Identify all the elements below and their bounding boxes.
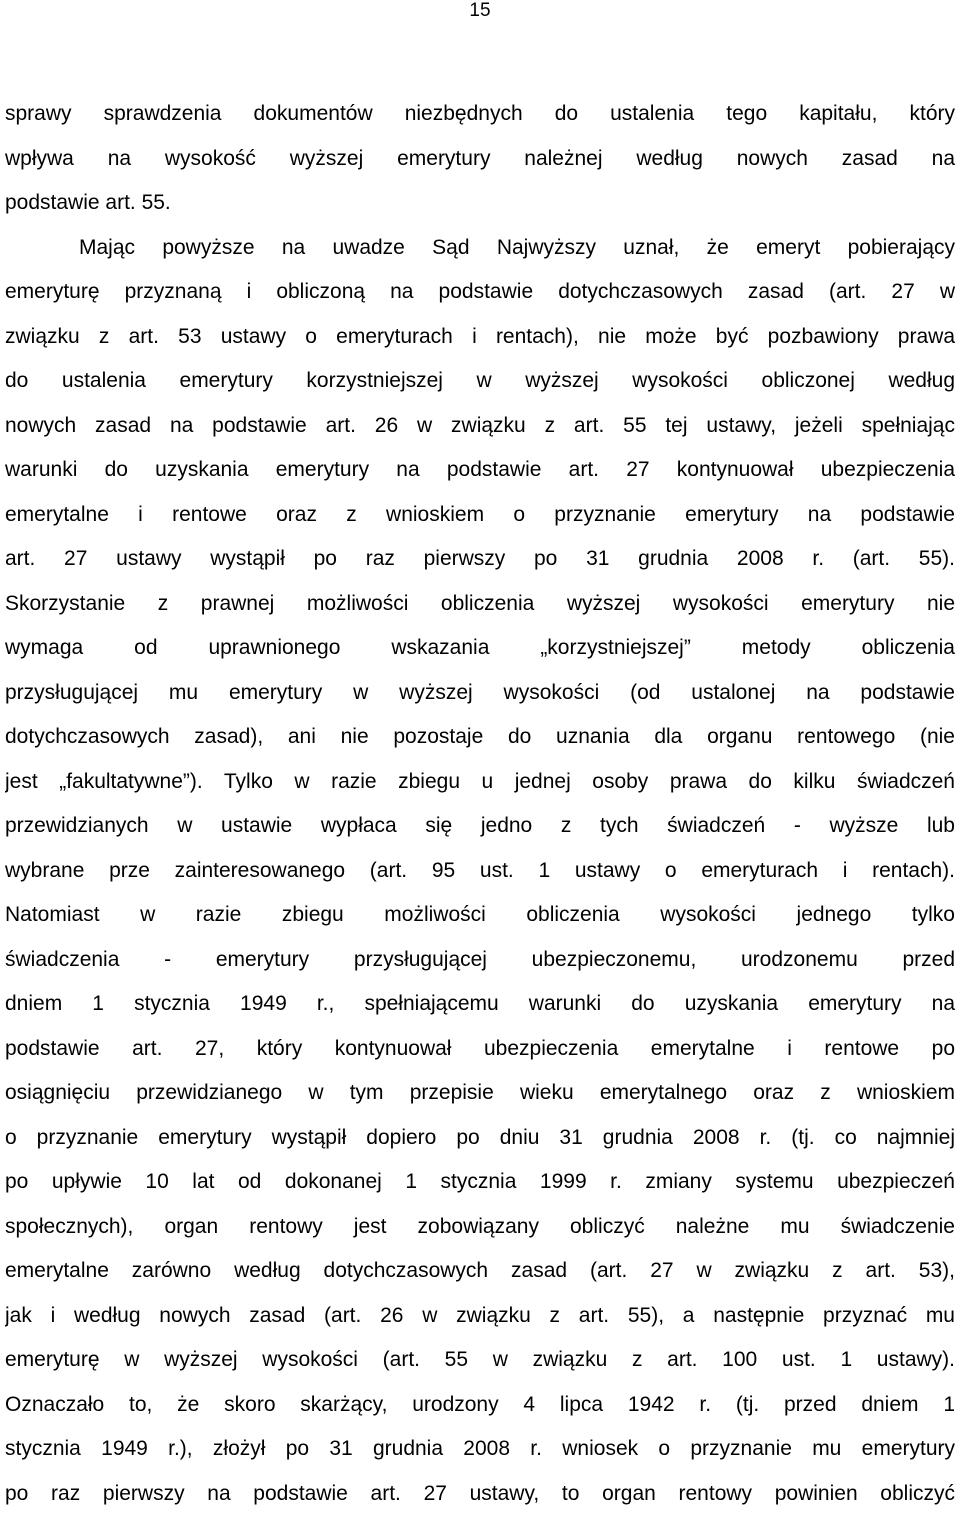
text-line: świadczenia - emerytury przysługującej ubezpieczonemu, urodzonemu przed <box>5 938 955 983</box>
text-line: Oznaczało to, że skoro skarżący, urodzony 4 lipca 1942 r. (tj. przed dniem 1 <box>5 1383 955 1428</box>
text-line: społecznych), organ rentowy jest zobowiązany obliczyć należne mu świadczenie <box>5 1205 955 1250</box>
text-line: dniem 1 stycznia 1949 r., spełniającemu warunki do uzyskania emerytury na <box>5 982 955 1027</box>
text-line: podstawie art. 55. <box>5 181 955 226</box>
text-line: emerytalne i rentowe oraz z wnioskiem o przyznanie emerytury na podstawie <box>5 493 955 538</box>
text-line: nowych zasad na podstawie art. 26 w związku z art. 55 tej ustawy, jeżeli spełniając <box>5 404 955 449</box>
text-line: Mając powyższe na uwadze Sąd Najwyższy uznał, że emeryt pobierający <box>5 226 955 271</box>
text-line: wpływa na wysokość wyższej emerytury należnej według nowych zasad na <box>5 137 955 182</box>
text-line: związku z art. 53 ustawy o emeryturach i rentach), nie może być pozbawiony prawa <box>5 315 955 360</box>
text-line: stycznia 1949 r.), złożył po 31 grudnia 2008 r. wniosek o przyznanie mu emerytury <box>5 1427 955 1472</box>
text-line: emerytalne zarówno według dotychczasowych zasad (art. 27 w związku z art. 53), <box>5 1249 955 1294</box>
text-line: Natomiast w razie zbiegu możliwości obliczenia wysokości jednego tylko <box>5 893 955 938</box>
text-line: przysługującej mu emerytury w wyższej wysokości (od ustalonej na podstawie <box>5 671 955 716</box>
body-text <box>5 92 955 1516</box>
text-line: do ustalenia emerytury korzystniejszej w wyższej wysokości obliczonej według <box>5 359 955 404</box>
text-line: osiągnięciu przewidzianego w tym przepisie wieku emerytalnego oraz z wnioskiem <box>5 1071 955 1116</box>
text-line: Skorzystanie z prawnej możliwości obliczenia wyższej wysokości emerytury nie <box>5 582 955 627</box>
text-line: jak i według nowych zasad (art. 26 w związku z art. 55), a następnie przyznać mu <box>5 1294 955 1339</box>
text-line: wybrane prze zainteresowanego (art. 95 ust. 1 ustawy o emeryturach i rentach). <box>5 849 955 894</box>
text-line: przewidzianych w ustawie wypłaca się jedno z tych świadczeń - wyższe lub <box>5 804 955 849</box>
text-line: sprawy sprawdzenia dokumentów niezbędnych do ustalenia tego kapitału, który <box>5 92 955 137</box>
text-line: po raz pierwszy na podstawie art. 27 ustawy, to organ rentowy powinien obliczyć <box>5 1472 955 1516</box>
text-line: warunki do uzyskania emerytury na podstawie art. 27 kontynuował ubezpieczenia <box>5 448 955 493</box>
text-line: emeryturę w wyższej wysokości (art. 55 w związku z art. 100 ust. 1 ustawy). <box>5 1338 955 1383</box>
text-line: po upływie 10 lat od dokonanej 1 stycznia 1999 r. zmiany systemu ubezpieczeń <box>5 1160 955 1205</box>
page-number: 15 <box>0 0 960 22</box>
text-line: podstawie art. 27, który kontynuował ubezpieczenia emerytalne i rentowe po <box>5 1027 955 1072</box>
text-line: wymaga od uprawnionego wskazania „korzystniejszej” metody obliczenia <box>5 626 955 671</box>
text-line: o przyznanie emerytury wystąpił dopiero po dniu 31 grudnia 2008 r. (tj. co najmniej <box>5 1116 955 1161</box>
text-line: art. 27 ustawy wystąpił po raz pierwszy po 31 grudnia 2008 r. (art. 55). <box>5 537 955 582</box>
text-line: jest „fakultatywne”). Tylko w razie zbiegu u jednej osoby prawa do kilku świadczeń <box>5 760 955 805</box>
text-line: emeryturę przyznaną i obliczoną na podstawie dotychczasowych zasad (art. 27 w <box>5 270 955 315</box>
text-line: dotychczasowych zasad), ani nie pozostaje do uznania dla organu rentowego (nie <box>5 715 955 760</box>
